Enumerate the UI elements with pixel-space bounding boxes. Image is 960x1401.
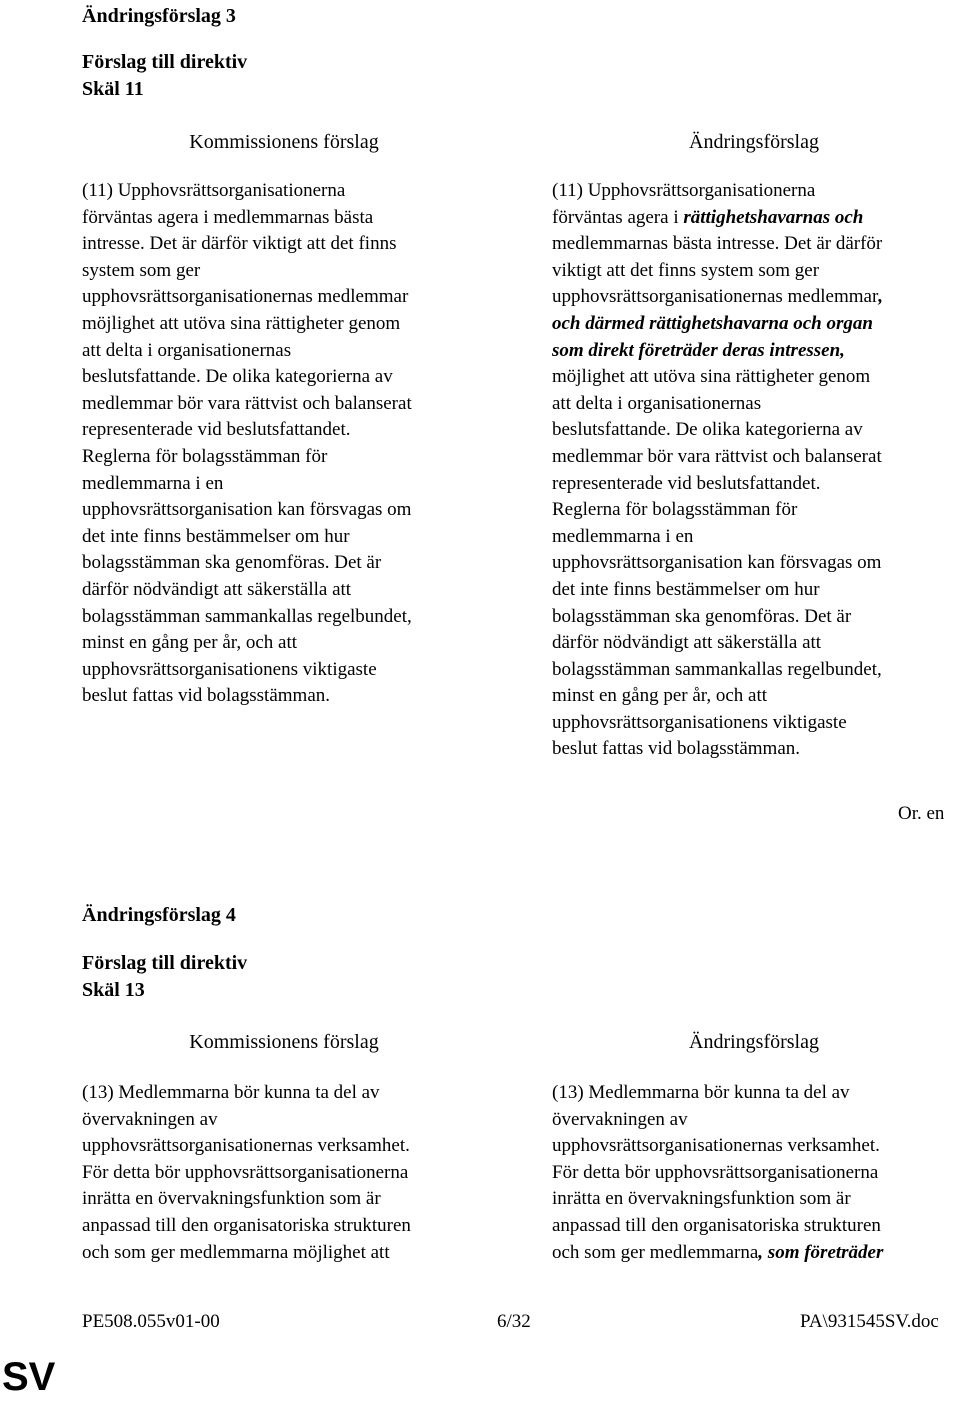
text-segment: upphovsrättsorganisationens viktigaste <box>552 711 847 733</box>
text-line <box>552 657 883 684</box>
text-line <box>552 550 883 577</box>
text-line <box>552 471 883 498</box>
text-line <box>552 178 883 205</box>
original-language: Or. en <box>898 803 945 824</box>
text-segment: övervakningen av <box>552 1108 688 1130</box>
text-line: bolagsstämman ska genomföras. Det är <box>82 552 382 574</box>
text-segment: För detta bör upphovsrättsorganisationerna <box>552 1161 879 1183</box>
file-name: PA\931545SV.doc <box>800 1311 939 1332</box>
text-line: möjlighet att utöva sina rättigheter genom <box>82 312 401 334</box>
text-line: intresse. Det är därför viktigt att det finns <box>82 233 397 255</box>
amendment-heading: Ändringsförslag 3 <box>82 5 236 27</box>
text-line: system som ger <box>82 259 201 281</box>
text-segment: därför nödvändigt att säkerställa att <box>552 632 822 654</box>
text-line: representerade vid beslutsfattandet. <box>82 419 351 441</box>
text-line: att delta i organisationernas <box>82 339 292 361</box>
text-line <box>552 497 883 524</box>
commission-text <box>82 1080 411 1266</box>
text-segment: Reglerna för bolagsstämman för <box>552 499 798 521</box>
text-line <box>552 710 883 737</box>
text-segment: bolagsstämman sammankallas regelbundet, <box>552 658 882 680</box>
text-segment: inrätta en övervakningsfunktion som är <box>552 1188 851 1210</box>
text-line <box>552 1107 883 1134</box>
recital-number: Skäl 11 <box>82 78 144 100</box>
text-line: medlemmar bör vara rättvist och balanserat <box>82 392 412 414</box>
text-line: inrätta en övervakningsfunktion som är <box>82 1188 381 1210</box>
commission-text <box>82 178 412 710</box>
text-segment: det inte finns bestämmelser om hur <box>552 578 820 600</box>
proposal-title: Förslag till direktiv <box>82 952 248 974</box>
amendment-insertion: , <box>878 286 884 308</box>
text-line <box>552 1240 883 1267</box>
text-segment: (11) Upphovsrättsorganisationerna <box>552 180 816 201</box>
text-line: beslutsfattande. De olika kategorierna av <box>82 366 393 388</box>
text-segment: viktigt att det finns system som ger <box>552 259 820 281</box>
text-line: För detta bör upphovsrättsorganisationerna <box>82 1161 409 1183</box>
amendment-insertion: , som företräder <box>758 1241 884 1263</box>
text-line: upphovsrättsorganisationernas verksamhet. <box>82 1135 410 1157</box>
text-line: medlemmarna i en <box>82 472 224 494</box>
text-line <box>552 630 883 657</box>
page-number: 6/32 <box>497 1311 531 1332</box>
text-segment: bolagsstämman ska genomföras. Det är <box>552 605 852 627</box>
text-segment: upphovsrättsorganisation kan försvagas om <box>552 552 882 574</box>
text-line <box>552 1080 883 1107</box>
amendment-header: Ändringsförslag <box>689 1031 819 1053</box>
text-segment: medlemmarnas bästa intresse. Det är därför <box>552 233 883 255</box>
text-line: beslut fattas vid bolagsstämman. <box>82 685 331 707</box>
text-segment: medlemmar bör vara rättvist och balanserat <box>552 445 882 467</box>
text-segment: beslutsfattande. De olika kategorierna av <box>552 419 863 441</box>
text-line: det inte finns bestämmelser om hur <box>82 525 350 547</box>
amendment-insertion: som direkt företräder deras intressen, <box>552 339 845 361</box>
text-line <box>552 604 883 631</box>
text-line: övervakningen av <box>82 1108 218 1130</box>
text-line <box>552 391 883 418</box>
text-segment: att delta i organisationernas <box>552 392 762 414</box>
text-line <box>552 524 883 551</box>
text-line <box>552 1133 883 1160</box>
text-line <box>552 1213 883 1240</box>
text-line <box>552 205 883 232</box>
text-segment: anpassad till den organisatoriska strukturen <box>552 1214 881 1236</box>
text-line <box>552 577 883 604</box>
commission-proposal-header: Kommissionens förslag <box>189 131 379 153</box>
text-segment: (13) Medlemmarna bör kunna ta del av <box>552 1082 850 1103</box>
text-segment: representerade vid beslutsfattandet. <box>552 472 821 494</box>
text-segment: medlemmarna i en <box>552 525 694 547</box>
text-line <box>552 258 883 285</box>
text-line: upphovsrättsorganisationernas medlemmar <box>82 286 409 308</box>
text-line: upphovsrättsorganisation kan försvagas om <box>82 499 412 521</box>
text-line <box>552 444 883 471</box>
text-line: bolagsstämman sammankallas regelbundet, <box>82 605 412 627</box>
text-line: (13) Medlemmarna bör kunna ta del av <box>82 1082 380 1103</box>
language-code: SV <box>2 1355 56 1399</box>
text-segment: upphovsrättsorganisationernas medlemmar <box>552 286 879 308</box>
text-segment: minst en gång per år, och att <box>552 685 768 707</box>
text-line <box>552 311 883 338</box>
text-line <box>552 1186 883 1213</box>
text-line: anpassad till den organisatoriska strukturen <box>82 1214 411 1236</box>
text-line: minst en gång per år, och att <box>82 632 298 654</box>
text-line <box>552 683 883 710</box>
amendment-insertion: rättighetshavarnas och <box>683 206 864 228</box>
text-line <box>552 231 883 258</box>
text-line: och som ger medlemmarna möjlighet att <box>82 1241 390 1263</box>
text-line: (11) Upphovsrättsorganisationerna <box>82 180 346 201</box>
text-line <box>552 417 883 444</box>
text-line <box>552 338 883 365</box>
text-segment: möjlighet att utöva sina rättigheter genom <box>552 366 871 388</box>
amendment-insertion: och därmed rättighetshavarna och organ <box>552 312 873 334</box>
text-segment: förväntas agera i <box>552 206 684 228</box>
text-segment: beslut fattas vid bolagsstämman. <box>552 738 801 760</box>
text-line <box>552 284 883 311</box>
commission-proposal-header: Kommissionens förslag <box>189 1031 379 1053</box>
text-line <box>552 1160 883 1187</box>
amendment-text <box>552 178 883 763</box>
text-segment: och som ger medlemmarna <box>552 1241 759 1263</box>
text-line <box>552 364 883 391</box>
recital-number: Skäl 13 <box>82 979 145 1001</box>
amendment-heading: Ändringsförslag 4 <box>82 904 236 926</box>
text-line: förväntas agera i medlemmarnas bästa <box>82 206 374 228</box>
text-segment: upphovsrättsorganisationernas verksamhet. <box>552 1135 880 1157</box>
amendment-text <box>552 1080 883 1266</box>
proposal-title: Förslag till direktiv <box>82 51 248 73</box>
text-line: Reglerna för bolagsstämman för <box>82 445 328 467</box>
amendment-header: Ändringsförslag <box>689 131 819 153</box>
text-line <box>552 736 883 763</box>
text-line: upphovsrättsorganisationens viktigaste <box>82 658 377 680</box>
text-line: därför nödvändigt att säkerställa att <box>82 578 352 600</box>
document-reference: PE508.055v01-00 <box>82 1311 220 1332</box>
